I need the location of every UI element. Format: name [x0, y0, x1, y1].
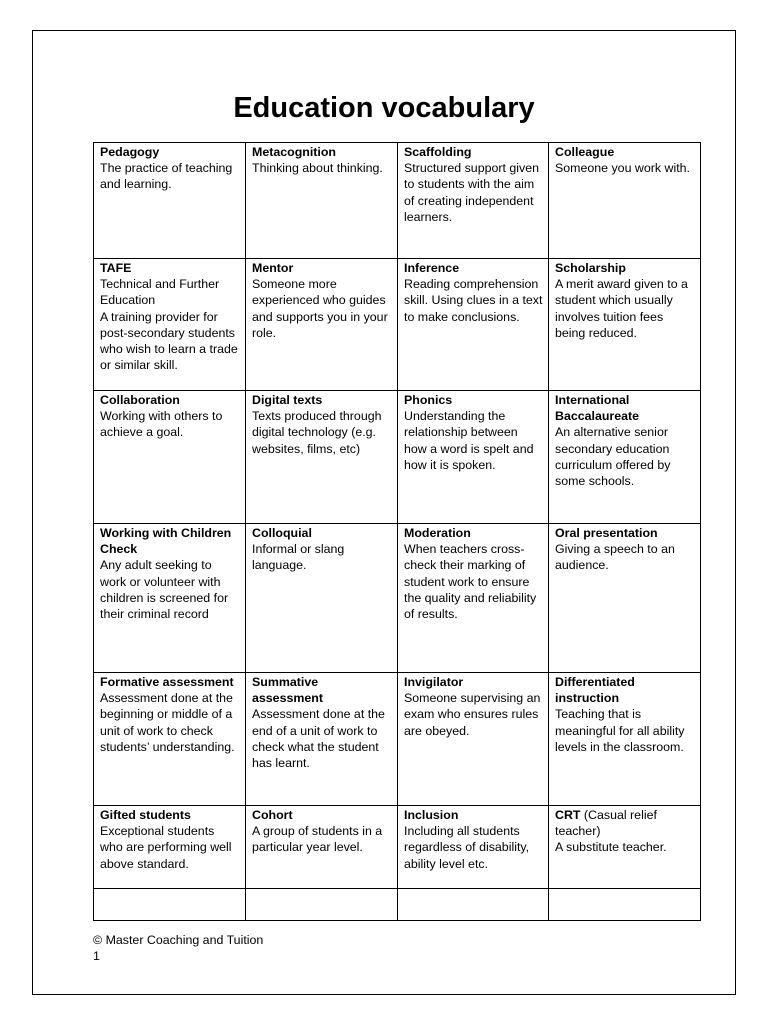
- vocab-definition: When teachers cross-check their marking of student work to ensure the quality and reliability of results.: [404, 542, 537, 622]
- vocab-term-word: Phonics: [404, 393, 453, 407]
- vocab-term: [100, 144, 240, 160]
- vocab-term-word: Collaboration: [100, 393, 180, 407]
- page-title: Education vocabulary: [233, 92, 535, 124]
- vocab-cell: [94, 143, 246, 259]
- vocab-definition: A training provider for post-secondary students who wish to learn a trade or similar skill.: [100, 309, 238, 373]
- vocab-cell: [246, 673, 398, 806]
- vocab-term: [404, 392, 543, 408]
- vocab-term: [555, 260, 695, 276]
- vocab-definition: Reading comprehension skill. Using clues in a text to make conclusions.: [404, 277, 543, 324]
- vocab-term-word: Summative assessment: [252, 675, 323, 706]
- vocab-definition: Someone you work with.: [555, 161, 690, 176]
- vocab-cell: [549, 524, 701, 673]
- vocab-definition: Assessment done at the end of a unit of work to check what the student has learnt.: [252, 707, 385, 771]
- vocab-term: [404, 674, 543, 690]
- vocab-definition: Assessment done at the beginning or middle of a unit of work to check students’ understanding.: [100, 691, 235, 754]
- vocab-term-word: Digital texts: [252, 393, 323, 407]
- vocab-term: [252, 260, 392, 276]
- vocab-term-word: Pedagogy: [100, 145, 160, 159]
- vocab-cell: [398, 143, 549, 259]
- vocab-term-word: Inclusion: [404, 808, 459, 822]
- vocab-term-word: Formative assessment: [100, 675, 234, 689]
- vocab-definition: Exceptional students who are performing well above standard.: [100, 824, 232, 871]
- vocab-term-word: International Baccalaureate: [555, 393, 640, 424]
- vocab-definition: Any adult seeking to work or volunteer with children is screened for their criminal record: [100, 558, 229, 622]
- vocab-cell: [246, 806, 398, 889]
- vocab-definition: A merit award given to a student which usually involves tuition fees being reduced.: [555, 277, 688, 340]
- vocab-term-word: Cohort: [252, 808, 293, 822]
- vocab-term-word: Working with Children Check: [100, 526, 232, 557]
- vocab-term: [404, 525, 543, 541]
- vocab-term: [252, 674, 392, 706]
- table-row: [94, 524, 701, 673]
- vocab-definition: A group of students in a particular year level.: [252, 824, 383, 855]
- vocab-term-word: Gifted students: [100, 808, 191, 822]
- vocab-cell: [94, 806, 246, 889]
- vocab-cell: [246, 143, 398, 259]
- vocab-cell: [549, 806, 701, 889]
- vocab-term: [555, 525, 695, 541]
- vocab-term-word: Oral presentation: [555, 526, 658, 540]
- vocab-definition: Texts produced through digital technology (e.g. websites, films, etc): [252, 409, 382, 456]
- vocab-term-word: TAFE: [100, 261, 132, 275]
- table-row: [94, 889, 701, 921]
- vocab-term: [100, 525, 240, 557]
- vocab-term: [252, 144, 392, 160]
- vocab-cell: [94, 391, 246, 524]
- vocab-cell: [398, 673, 549, 806]
- vocab-cell: [94, 673, 246, 806]
- vocab-term: [252, 525, 392, 541]
- page-footer: [93, 932, 263, 964]
- vocab-cell: [549, 889, 701, 921]
- vocab-cell: [549, 673, 701, 806]
- copyright-text: © Master Coaching and Tuition: [93, 933, 264, 947]
- vocab-term: [252, 392, 392, 408]
- vocab-cell: [549, 143, 701, 259]
- vocab-term-word: Metacognition: [252, 145, 336, 159]
- vocab-term: [555, 674, 695, 706]
- vocab-term-suffix: (Casual relief teacher): [555, 808, 657, 839]
- vocab-cell: [246, 259, 398, 391]
- vocab-term-word: Moderation: [404, 526, 471, 540]
- vocab-definition: Someone more experienced who guides and supports you in your role.: [252, 277, 388, 340]
- vocab-definition: An alternative senior secondary education curriculum offered by some schools.: [555, 425, 671, 489]
- vocab-cell: [549, 259, 701, 391]
- vocab-term: [252, 807, 392, 823]
- vocab-term: [100, 260, 240, 276]
- vocab-term: [555, 807, 695, 839]
- vocab-term: [555, 392, 695, 424]
- vocab-term: [404, 144, 543, 160]
- vocab-cell: [398, 806, 549, 889]
- vocab-term: [555, 144, 695, 160]
- vocab-term: [404, 807, 543, 823]
- vocab-definition: Understanding the relationship between how a word is spelt and how it is spoken.: [404, 409, 534, 472]
- page-number: 1: [93, 949, 100, 963]
- vocab-definition: Including all students regardless of disability, ability level etc.: [404, 824, 530, 871]
- vocabulary-table: [93, 142, 701, 921]
- table-row: [94, 391, 701, 524]
- table-row: [94, 806, 701, 889]
- table-row: [94, 673, 701, 806]
- table-row: [94, 259, 701, 391]
- vocab-cell: [398, 524, 549, 673]
- vocab-definition: Teaching that is meaningful for all ability levels in the classroom.: [555, 707, 685, 754]
- vocab-term-word: Differentiated instruction: [555, 675, 635, 706]
- vocab-term-word: Invigilator: [404, 675, 464, 689]
- vocab-term: [100, 392, 240, 408]
- vocab-definition: Technical and Further Education: [100, 277, 220, 308]
- vocab-term-word: Scholarship: [555, 261, 626, 275]
- vocab-cell: [549, 391, 701, 524]
- vocab-definition: Structured support given to students with the aim of creating independent learners.: [404, 161, 539, 224]
- vocab-cell: [398, 391, 549, 524]
- vocab-cell: [398, 259, 549, 391]
- vocab-cell: [94, 524, 246, 673]
- vocab-term: [100, 674, 240, 690]
- vocab-term-word: Inference: [404, 261, 460, 275]
- vocab-definition: The practice of teaching and learning.: [100, 161, 233, 192]
- vocab-term-word: CRT: [555, 808, 581, 822]
- vocab-term: [100, 807, 240, 823]
- vocab-cell: [94, 889, 246, 921]
- vocab-cell: [398, 889, 549, 921]
- vocab-cell: [246, 524, 398, 673]
- vocab-cell: [94, 259, 246, 391]
- vocab-definition: A substitute teacher.: [555, 840, 667, 855]
- table-row: [94, 143, 701, 259]
- vocab-cell: [246, 391, 398, 524]
- vocab-term-word: Mentor: [252, 261, 294, 275]
- vocab-definition: Someone supervising an exam who ensures rules are obeyed.: [404, 691, 541, 738]
- vocab-term: [404, 260, 543, 276]
- vocab-definition: Giving a speech to an audience.: [555, 542, 675, 573]
- vocab-term-word: Colloquial: [252, 526, 312, 540]
- vocab-definition: Thinking about thinking.: [252, 161, 383, 176]
- vocab-definition: Informal or slang language.: [252, 542, 345, 573]
- vocab-definition: Working with others to achieve a goal.: [100, 409, 223, 440]
- vocab-term-word: Colleague: [555, 145, 615, 159]
- vocab-term-word: Scaffolding: [404, 145, 472, 159]
- vocab-cell: [246, 889, 398, 921]
